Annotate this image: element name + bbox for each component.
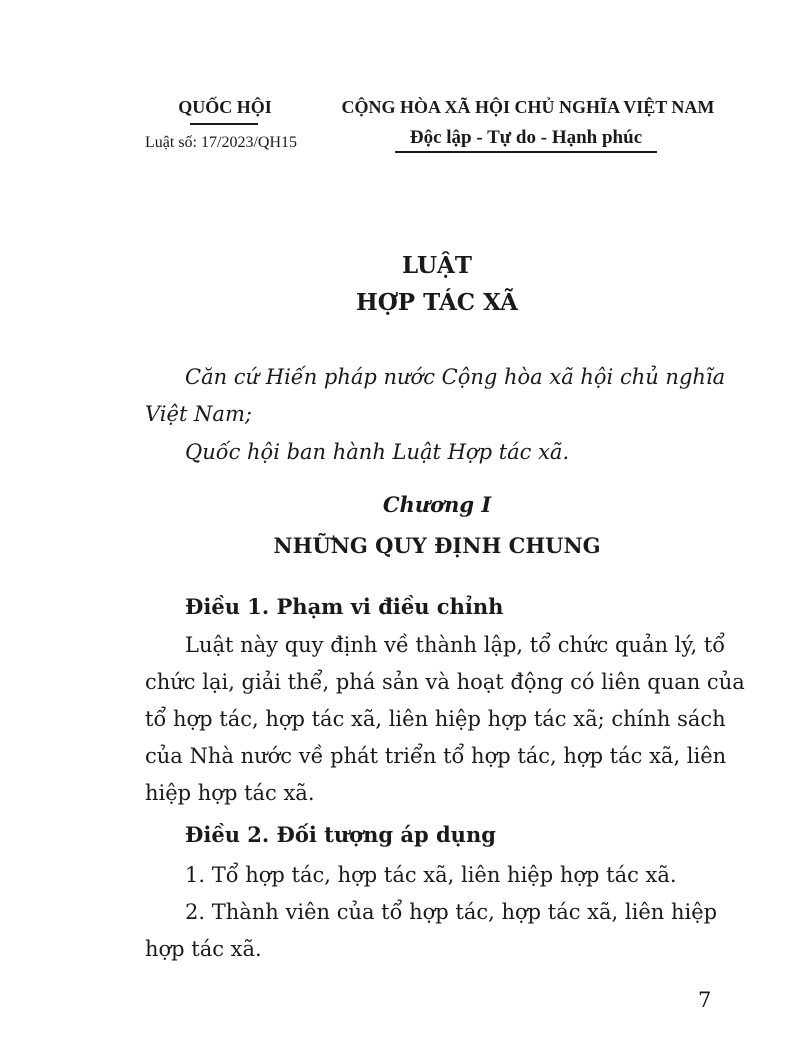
document-title: HỢP TÁC XÃ [356, 289, 518, 316]
article-line: 1. Tổ hợp tác, hợp tác xã, liên hiệp hợp tác xã. [185, 863, 677, 887]
national-title: CỘNG HÒA XÃ HỘI CHỦ NGHĨA VIỆT NAM [341, 97, 715, 117]
article-line: chức lại, giải thể, phá sản và hoạt động có liên quan của [145, 670, 745, 694]
national-motto: Độc lập - Tự do - Hạnh phúc [409, 127, 643, 148]
article-line: 2. Thành viên của tổ hợp tác, hợp tác xã, liên hiệp [185, 900, 718, 924]
article-heading: Điều 1. Phạm vi điều chỉnh [185, 594, 504, 619]
motto-underline [395, 151, 657, 153]
chapter-name: NHỮNG QUY ĐỊNH CHUNG [273, 533, 601, 558]
article-line: Luật này quy định về thành lập, tổ chức quản lý, tổ [185, 633, 726, 657]
article-line: hợp tác xã. [145, 937, 262, 961]
article-line: hiệp hợp tác xã. [145, 781, 315, 805]
chapter-number: Chương I [382, 492, 492, 517]
preamble-line: Việt Nam; [145, 402, 252, 426]
issuer-title: QUỐC HỘI [178, 97, 272, 117]
law-number: Luật số: 17/2023/QH15 [145, 134, 297, 151]
page-number: 7 [698, 988, 712, 1012]
article-heading: Điều 2. Đối tượng áp dụng [185, 822, 496, 847]
preamble-line: Quốc hội ban hành Luật Hợp tác xã. [185, 440, 570, 464]
document-type: LUẬT [402, 252, 472, 279]
preamble-line: Căn cứ Hiến pháp nước Cộng hòa xã hội chủ nghĩa [185, 365, 726, 389]
article-line: của Nhà nước về phát triển tổ hợp tác, hợp tác xã, liên [145, 744, 727, 768]
article-line: tổ hợp tác, hợp tác xã, liên hiệp hợp tác xã; chính sách [145, 707, 726, 731]
